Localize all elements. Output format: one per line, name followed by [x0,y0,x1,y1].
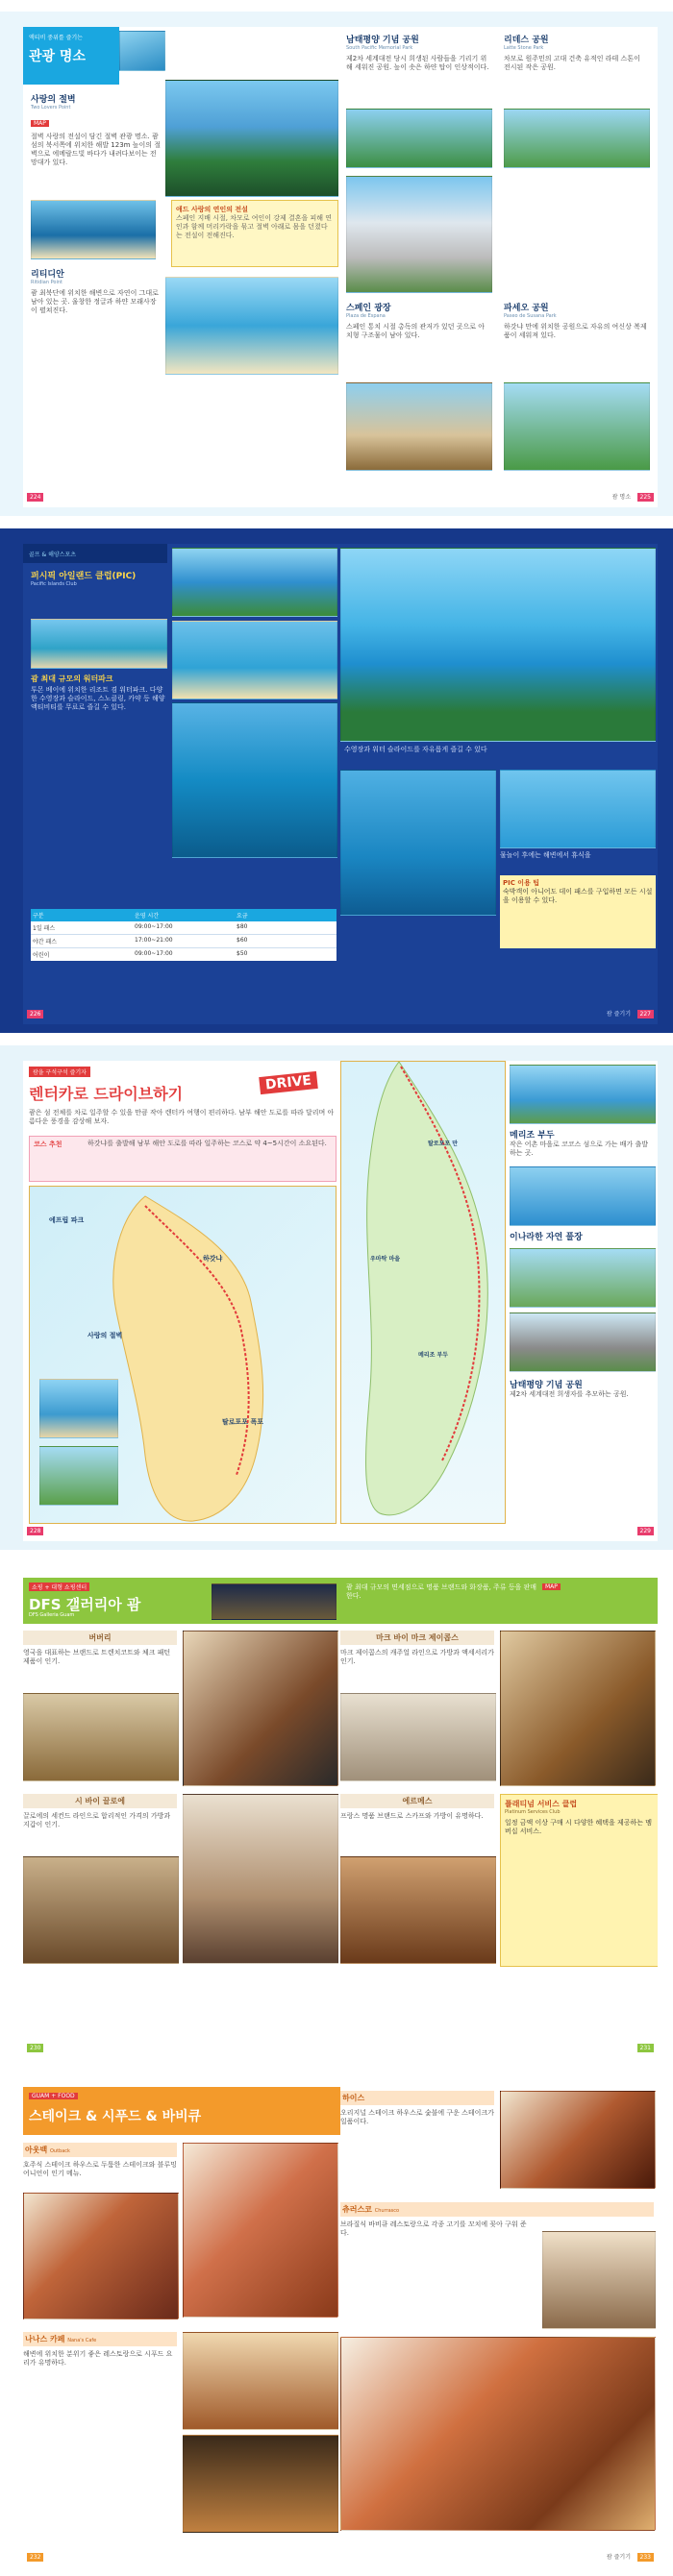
drive-map [29,1186,336,1524]
legend-title: 애드 사랑의 연인의 전설 [176,206,248,213]
legend-body: 스페인 지배 시절, 차모로 여인이 강제 결혼을 피해 연인과 함께 머리카락을 묶고 절벽 아래로 몸을 던졌다는 전설이 전해진다. [176,214,333,239]
photo-pool [510,1166,656,1226]
service-box [500,1794,658,1967]
table-cell: 17:00~21:00 [135,937,173,944]
table-row [31,935,336,948]
page-title-en: DFS Galleria Guam [29,1612,75,1618]
photo-white-tower [346,176,492,293]
caption: 물놀이 후에는 해변에서 휴식을 [500,851,591,859]
south-map-graphic [341,1062,505,1523]
brand-title: 에르메스 [340,1794,494,1808]
photo-memorial [510,1313,656,1372]
course-title: 코스 추천 [34,1141,62,1148]
photo-cliff [165,80,338,197]
table-cell: $60 [237,937,248,944]
title-box [23,27,119,85]
spread-dfs [0,1562,673,2067]
brand-hermes [340,1794,494,1821]
sight-body: 차모로 원주민의 고대 건축 유적인 라테 스톤이 전시된 작은 공원. [504,55,640,71]
table-row [31,921,336,935]
rest-title [23,2332,177,2346]
page-food-left [23,2087,340,2567]
drive-stamp: DRIVE [259,1071,318,1094]
rest-title [23,2143,177,2157]
stop-body: 작은 어촌 마을로 코코스 섬으로 가는 배가 출발하는 곳. [510,1141,649,1157]
stop-title: 이나라한 자연 풀장 [510,1233,583,1242]
page-number: 229 [637,1527,654,1535]
service-title: 플래티넘 서비스 클럽 [505,1800,578,1808]
legend-box [171,200,338,267]
rest-title: 하이스 [340,2091,494,2105]
sight-en: Latte Stone Park [504,45,544,51]
pic-subtitle: 괌 최대 규모의 워터파크 [31,675,113,683]
sight-body: 스페인 통치 시절 총독의 관저가 있던 곳으로 아치형 구조물이 남아 있다. [346,323,486,339]
photo-ritidian [165,277,338,375]
photo-resort [172,548,337,617]
table-cell: 어린이 [33,952,50,959]
section-tag: 액티비 중위를 즐기는 [29,35,83,41]
stop-title: 메리조 부두 [510,1131,555,1141]
section-tag: GUAM + FOOD [29,2093,78,2099]
rest-en: Outback [49,2148,70,2154]
photo-slides [172,621,337,699]
rest-body: 오리지널 스테이크 하우스로 숯불에 구운 스테이크가 일품이다. [340,2109,494,2125]
tip-body: 숙박객이 아니어도 데이 패스를 구입하면 모든 시설을 이용할 수 있다. [503,888,653,904]
section-footer: 괌 즐기기 [606,2554,631,2561]
stop-title: 남태평양 기념 공원 [510,1381,583,1390]
page-number: 228 [27,1527,43,1535]
section-footer: 괌 명소 [611,494,631,501]
price-table [31,909,336,961]
sight-paseo [504,301,648,340]
rest-hys [340,2091,494,2126]
header-band [23,2087,340,2135]
page-pic-left [23,544,340,1024]
rest-title [340,2202,654,2217]
photo-paseo [504,382,650,471]
sight-title: 남태평양 기념 공원 [346,36,419,45]
spread-drive [0,1045,673,1550]
stop-merizo [510,1128,654,1158]
sight-ritidian [31,267,161,315]
photo-burberry-store [23,1693,179,1781]
course-body: 하갓냐를 출발해 남부 해안 도로를 따라 일주하는 코스로 약 4~5시간이 소요된다. [87,1140,327,1147]
map-badge: MAP [31,120,49,127]
page-dfs-right [340,1578,658,2058]
brand-body: 끌로에의 세컨드 라인으로 합리적인 가격의 가방과 지갑이 인기. [23,1812,171,1828]
page-number: 231 [637,2044,654,2052]
sight-body: 하갓냐 만에 위치한 공원으로 자유의 여신상 복제품이 세워져 있다. [504,323,647,339]
map-label: 탈로포포 폭포 [222,1418,264,1426]
table-row [31,948,336,961]
tag-bar [23,544,167,563]
sight-memorial [346,33,490,72]
photo-kayak [500,770,656,848]
photo-water-park [340,548,656,742]
page-number: 227 [637,1010,654,1018]
page-drive-left [23,1061,340,1541]
brand-body: 영국을 대표하는 브랜드로 트렌치코트와 체크 패턴 제품이 인기. [23,1649,171,1665]
sight-en: Plaza de Espana [346,313,386,319]
rest-en: Nana's Cafe [67,2338,97,2343]
stop-memorial [510,1378,654,1399]
photo-chloe-store [183,1794,338,1964]
spread-food [0,2072,673,2576]
photo-marc-store [340,1693,496,1781]
page-food-right [340,2087,658,2567]
photo-seafood [183,2332,338,2430]
photo-chef [542,2231,656,2329]
brand-title: 버버리 [23,1631,177,1645]
brand-title: 마크 바이 마크 제이콥스 [340,1631,494,1645]
photo-coast [39,1379,118,1438]
sight-en: South Pacific Memorial Park [346,45,413,51]
photo-latte [504,109,650,168]
sight-latte [504,33,648,72]
rest-name: 아웃백 [25,2146,48,2154]
section-tag: 골프 & 해양스포츠 [29,552,77,558]
course-box [29,1136,336,1182]
table-cell: 09:00~17:00 [135,950,173,957]
sight-body: 괌 최북단에 위치한 해변으로 자연이 그대로 남아 있는 곳. 울창한 정글과 하얀 모래사장이 펼쳐진다. [31,289,159,314]
page-dfs-left [23,1578,340,2058]
south-map [340,1061,506,1524]
photo-marc-bags [500,1631,656,1786]
stop-body: 제2차 세계대전 희생자를 추모하는 공원. [510,1390,629,1398]
rest-body: 해변에 위치한 분위기 좋은 레스토랑으로 시푸드 요리가 유명하다. [23,2350,173,2367]
page-sightseeing-right [340,27,658,507]
photo-pool [31,619,167,669]
rest-outback [23,2143,177,2178]
sight-title: 리데스 공원 [504,36,549,45]
map-label: 사랑의 절벽 [87,1332,123,1339]
service-en: Platinum Services Club [505,1809,561,1815]
page-pic-right [340,544,658,1024]
photo-road [39,1446,118,1506]
table-header: 운영 시간 [135,913,160,920]
rest-body: 호주식 스테이크 하우스로 두툼한 스테이크와 블루밍 어니언이 인기 메뉴. [23,2161,177,2177]
intro-text: 괌 최대 규모의 면세점으로 명품 브랜드와 화장품, 주류 등을 판매한다. [346,1583,537,1600]
rest-nanas [23,2332,177,2367]
page-sightseeing-left [23,27,340,507]
tip-box [500,875,656,948]
photo-hermes-store [340,1856,496,1964]
photo-snorkel [172,702,337,858]
sight-title: 리티디안 [31,270,64,280]
caption: 수영장과 워터 슬라이드를 자유롭게 즐길 수 있다 [344,746,487,753]
brand-body: 마크 제이콥스의 캐주얼 라인으로 가방과 액세서리가 인기. [340,1649,494,1665]
sight-title: 사랑의 절벽 [31,95,76,105]
table-cell: 1일 패스 [33,925,56,932]
section-tag: 괌을 구석구석 즐기자 [29,1067,90,1077]
page-title-en: Pacific Islands Club [31,581,77,587]
photo-plaza [346,382,492,471]
spread-pic [0,528,673,1033]
brand-burberry [23,1631,177,1666]
sight-en: Ritidian Point [31,280,63,285]
photo-memorial [346,109,492,168]
map-badge: MAP [542,1583,561,1590]
sight-body: 절벽 사랑의 전설이 담긴 절벽 관광 명소. 괌 섬의 북서쪽에 위치한 해발 123m 높이의 절벽으로 에메랄드빛 바다가 내려다보이는 전망대가 있다. [31,133,161,166]
photo-swimmers [340,770,496,916]
rest-en: Churrasco [374,2208,400,2214]
photo-bbq-platter [340,2337,656,2531]
section-tag: 쇼핑 + 대형 쇼핑센터 [29,1582,89,1591]
page-drive-right [340,1061,658,1541]
sight-plaza [346,301,490,340]
section-footer: 괌 즐기기 [606,1011,631,1018]
tip-title: PIC 이용 팁 [503,879,540,887]
table-cell: 09:00~17:00 [135,923,173,930]
sight-title: 파세오 공원 [504,304,549,313]
page-title: DFS 갤러리아 괌 [29,1596,141,1613]
sight-title: 스페인 광장 [346,304,391,313]
photo-village [510,1248,656,1308]
spread-sightseeing [0,12,673,516]
photo-steak [23,2193,179,2319]
page-title: 퍼시픽 아일랜드 클럽(PIC) [31,572,137,581]
photo-bay [510,1065,656,1124]
pic-body: 투몬 베이에 위치한 리조트 겸 워터파크. 다양한 수영장과 슬라이드, 스노클링, 카약 등 해양 액티비티를 무료로 즐길 수 있다. [31,686,165,711]
header-band [340,1578,658,1624]
rest-body: 브라질식 바비큐 레스토랑으로 각종 고기를 꼬치에 꽂아 구워 준다. [340,2220,527,2237]
map-label: 에프립 파크 [49,1216,85,1224]
table-header: 구분 [33,913,44,920]
table-cell: 야간 패스 [33,939,58,945]
map-label: 하갓냐 [203,1255,223,1263]
rest-name: 나나스 카페 [25,2335,65,2343]
page-number: 225 [637,493,654,502]
brand-chloe [23,1794,177,1829]
map-label: 메리조 부두 [418,1352,449,1359]
photo-chloe-bags [23,1856,179,1964]
photo-dining [183,2435,338,2533]
sight-en: Two Lovers Point [31,105,71,110]
table-cell: $80 [237,923,248,930]
stop-inarajan [510,1230,654,1242]
rest-name: 츄러스코 [342,2205,372,2214]
sight-body: 제2차 세계대전 당시 희생된 사람들을 기리기 위해 세워진 공원. 높이 솟은 하얀 탑이 인상적이다. [346,55,489,71]
page-title: 관광 명소 [29,49,86,64]
photo-hys-steak [500,2091,656,2189]
photo-beach [31,200,156,259]
photo-lobster [183,2143,338,2318]
table-header: 요금 [237,913,248,920]
sight-en: Paseo de Susana Park [504,313,557,319]
photo-coastline [119,31,165,71]
header-band [23,1578,340,1624]
page-number: 233 [637,2553,654,2562]
page-title: 스테이크 & 시푸드 & 바비큐 [29,2109,202,2124]
sight-lovers-point [31,92,161,167]
photo-store-front [212,1583,336,1620]
brand-body: 프랑스 명품 브랜드로 스카프와 가방이 유명하다. [340,1812,484,1820]
map-label: 우마탁 마을 [370,1256,401,1263]
brand-title: 시 바이 끌로에 [23,1794,177,1808]
brand-marc [340,1631,494,1666]
service-body: 일정 금액 이상 구매 시 다양한 혜택을 제공하는 멤버십 서비스. [505,1819,653,1835]
page-number: 224 [27,493,43,502]
page-number: 232 [27,2553,43,2562]
map-label: 탈로포포 만 [428,1141,459,1147]
page-title: 렌터카로 드라이브하기 [29,1085,184,1103]
pic-heading [31,569,165,587]
page-number: 230 [27,2044,43,2052]
intro-text: 괌은 섬 전체를 차로 일주할 수 있을 만큼 작아 렌터카 여행이 편리하다. 남부 해안 도로를 따라 달리며 아름다운 풍경을 감상해 보자. [29,1109,335,1125]
table-cell: $50 [237,950,248,957]
photo-burberry-bags [183,1631,338,1786]
page-number: 226 [27,1010,43,1018]
